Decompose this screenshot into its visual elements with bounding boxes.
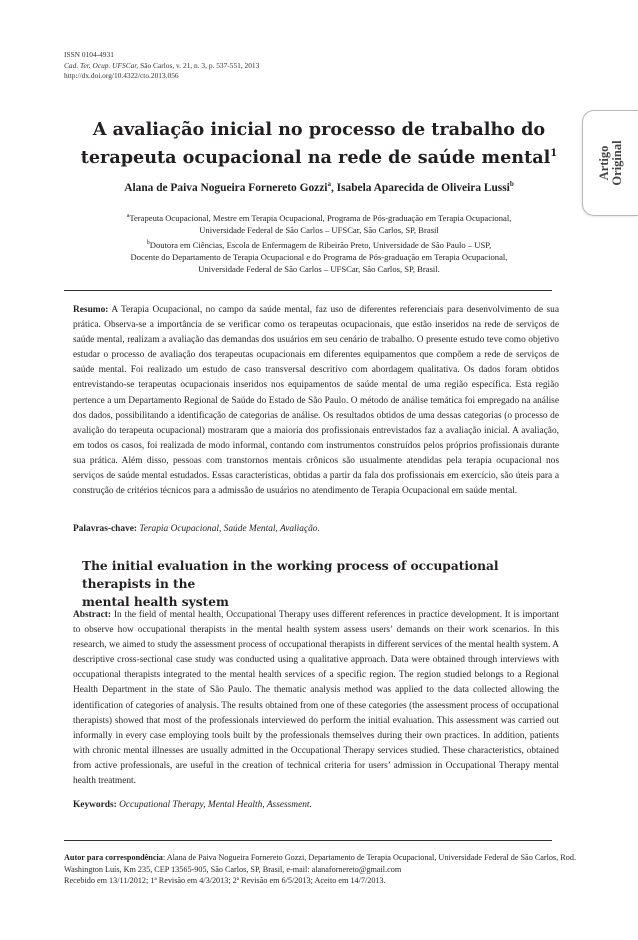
- journal-meta: [64, 50, 259, 82]
- affiliation-b-line1: [64, 237, 574, 251]
- affiliation-a-mark: a: [126, 213, 130, 219]
- abstract-block: [73, 608, 559, 789]
- author-separator: ,: [330, 181, 337, 194]
- affiliations: [64, 210, 574, 276]
- english-title-line-2: mental health system: [82, 595, 229, 609]
- resumo-label: Resumo:: [73, 305, 109, 315]
- author-2-mark: b: [509, 180, 514, 188]
- section-tab: [582, 110, 638, 216]
- title-footnote-mark: 1: [550, 148, 558, 159]
- abstract-label: Abstract:: [73, 610, 112, 620]
- divider-bottom: [64, 840, 552, 841]
- affiliation-b-line3: Universidade Federal de São Carlos – UFSCar, São Carlos, SP, Brasil.: [198, 264, 440, 275]
- citation: [64, 61, 259, 72]
- abstract-paragraph: [73, 608, 559, 789]
- keywords-value: Occupational Therapy, Mental Health, Assessment.: [119, 800, 312, 810]
- citation-details: São Carlos, v. 21, n. 3, p. 537-551, 2013: [140, 60, 260, 70]
- resumo-paragraph: [73, 303, 559, 499]
- resumo-text: A Terapia Ocupacional, no campo da saúde mental, faz uso de diferentes referenciais para desenvolvimento de sua prática. Observa-se a importância de se verificar como os terapeutas ocupacionais, que estão inseridos na rede de serviços de saúde mental, realizam a avaliação das demandas dos usuários em seu cenário de trabalho. O presente estudo teve como objetivo estudar o processo de avaliação dos terapeutas ocupacionais em diferentes equipamentos que compõem a rede de serviços de saúde mental. Foi realizado um estudo de caso transversal descritivo com abordagem qualitativa. Os dados foram obtidos entrevistando-se terapeutas ocupacionais inseridos nos equipamentos de saúde mental de uma região específica. Esta região pertence a um Departamento Regional de Saúde do Estado de São Paulo. O método de análise temática foi empregado na análise dos dados, possibilitando a identificação de categorias de análise. Os resultados obtidos de uma dessas categorias (o processo de avalição do terapeuta ocupacional) mostraram que a maioria dos profissionais entrevistados faz a avaliação inicial. A avaliação, em todos os casos, foi realizada de modo informal, contando com instrumentos construídos pelos próprios profissionais durante sua prática. Além disso, pessoas com transtornos mentais crônicos são usualmente atendidas pela terapia ocupacional nos serviços de saúde mental estudados. Essas características, obtidas a partir da fala dos profissionais em exercício, são úteis para a construção de critérios técnicos para a admissão de usuários no atendimento de Terapia Ocupacional em saúde mental.: [73, 305, 560, 497]
- affiliation-b-text: Doutora em Ciências, Escola de Enfermagem de Ribeirão Preto, Universidade de São Paulo – USP,: [149, 239, 492, 250]
- title-line-2: [80, 142, 558, 170]
- doi-link[interactable]: http://dx.doi.org/10.4322/cto.2013.056: [64, 71, 179, 80]
- palavras-chave: [73, 524, 320, 534]
- resumo-block: [73, 303, 559, 499]
- author-1-mark: a: [327, 180, 331, 188]
- affiliation-a-text: Terapeuta Ocupacional, Mestre em Terapia Ocupacional, Programa de Pós-graduação em Terapia Ocupacional,: [129, 212, 512, 223]
- article-title: [80, 118, 558, 170]
- palavras-chave-label: Palavras-chave:: [73, 524, 138, 534]
- english-title: [82, 557, 542, 611]
- correspondence-text: : Alana de Paiva Nogueira Fornereto Gozzi, Departamento de Terapia Ocupacional, Universidade Federal de São Carlos, Rod. Washington Luís, Km 235, CEP 13565-905, São Carlos, SP, Brasil, e-mail: alanafornereto@gmail.com: [64, 853, 577, 874]
- affiliation-b-line2: Docente do Departamento de Terapia Ocupacional e do Programa de Pós-graduação em Terapia Ocupacional,: [130, 251, 508, 262]
- title-line-2-text: terapeuta ocupacional na rede de saúde mental: [80, 146, 551, 168]
- affiliation-a-line2: Universidade Federal de São Carlos – UFSCar, São Carlos, SP, Brasil: [199, 225, 439, 236]
- received-dates: Recebido em 13/11/2012; 1ª Revisão em 4/3/2013; 2ª Revisão em 6/5/2013; Aceito em 14/7/2013.: [64, 876, 386, 885]
- author-2: Isabela Aparecida de Oliveira Lussi: [336, 181, 510, 194]
- title-line-1: A avaliação inicial no processo de trabalho do: [92, 119, 546, 140]
- keywords-label: Keywords:: [73, 800, 117, 810]
- issn: ISSN 0104-4931: [64, 50, 114, 59]
- affiliation-a-line1: [64, 210, 574, 224]
- correspondence-note: [64, 852, 576, 875]
- authors: [64, 180, 574, 194]
- section-tab-label: [598, 140, 624, 185]
- author-1: Alana de Paiva Nogueira Fornereto Gozzi: [124, 181, 328, 194]
- english-title-line-1: The initial evaluation in the working process of occupational therapists in the: [82, 559, 499, 591]
- section-tab-line2: Original: [609, 140, 624, 186]
- section-tab-line1: Artigo: [596, 145, 611, 181]
- correspondence-label: Autor para correspondência: [64, 853, 163, 862]
- keywords: [73, 800, 312, 810]
- affiliation-b-mark: b: [146, 239, 150, 246]
- journal-name: Cad. Ter. Ocup. UFSCar,: [64, 60, 139, 70]
- palavras-chave-value: Terapia Ocupacional, Saúde Mental, Avaliação.: [139, 524, 320, 534]
- abstract-text: In the field of mental health, Occupational Therapy uses different references in practice development. It is important to observe how occupational therapists in the mental health system assess users’ demands on their work scenarios. In this research, we aimed to study the assessment process of occupational therapists in different services of the mental health system. A descriptive cross-sectional case study was conducted using a qualitative approach. Data were obtained through interviews with occupational therapists integrated to the mental health services of a specific region. The region studied belongs to a Regional Health Department in the state of São Paulo. The thematic analysis method was applied to the data collected allowing the identification of categories of analysis. The results obtained from one of these categories (the assessment process of occupational therapists) showed that most of the professionals interviewed do perform the initial evaluation. This assessment was carried out informally in every case employing tools built by the professionals themselves during their own practices. In addition, patients with chronic mental illnesses are usually admitted in the Occupational Therapy services studied. These characteristics, obtained from active professionals, are useful in the creation of technical criteria for users’ admission in Occupational Therapy mental health treatment.: [73, 610, 560, 787]
- divider-top: [64, 290, 552, 291]
